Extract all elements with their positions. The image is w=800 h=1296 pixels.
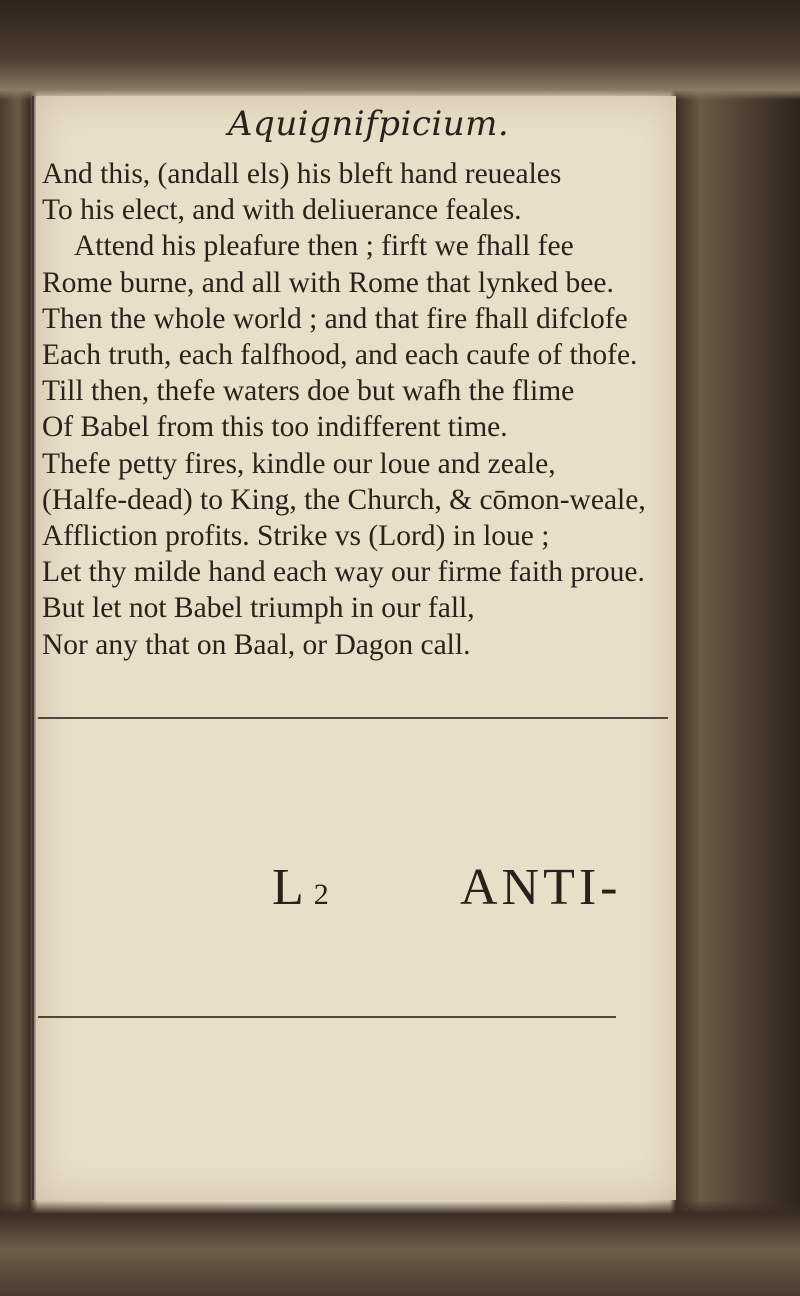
signature-number: 2 xyxy=(313,878,329,911)
signature-letter: L xyxy=(272,859,308,916)
poem-line: Thefe petty fires, kindle our loue and zeale, xyxy=(42,447,556,480)
poem-text xyxy=(42,156,662,663)
poem-line: Till then, thefe waters doe but wafh the flime xyxy=(42,375,575,408)
poem-line: And this, (andall els) his bleft hand reueales xyxy=(42,158,562,190)
poem-line: Then the whole world ; and that fire fhall difclofe xyxy=(42,302,628,335)
poem-line: Affliction profits. Strike vs (Lord) in loue ; xyxy=(42,520,550,553)
catchword: ANTI- xyxy=(460,859,622,916)
top-rule xyxy=(38,717,668,719)
poem-line: But let not Babel triumph in our fall, xyxy=(42,592,475,625)
poem-line: Each truth, each falfhood, and each caufe of thofe. xyxy=(42,339,638,372)
poem-line: Nor any that on Baal, or Dagon call. xyxy=(42,628,471,661)
gutter-shadow xyxy=(32,96,34,1200)
poem-line: (Halfe-dead) to King, the Church, & cōmon-weale, xyxy=(42,483,646,516)
poem-line: Let thy milde hand each way our firme faith proue. xyxy=(42,556,645,589)
poem-line: Attend his pleafure then ; firft we fhall fee xyxy=(74,230,574,263)
signature-mark xyxy=(272,858,329,917)
page-bottom-edge xyxy=(0,1200,800,1296)
page-top-edge xyxy=(0,0,800,100)
bottom-rule xyxy=(38,1016,616,1018)
running-head: Aquignifpicium. xyxy=(228,104,510,144)
poem-line: Of Babel from this too indifferent time. xyxy=(42,411,508,444)
poem-line: To his elect, and with deliuerance feales. xyxy=(42,194,522,227)
poem-line: Rome burne, and all with Rome that lynked bee. xyxy=(42,266,614,299)
